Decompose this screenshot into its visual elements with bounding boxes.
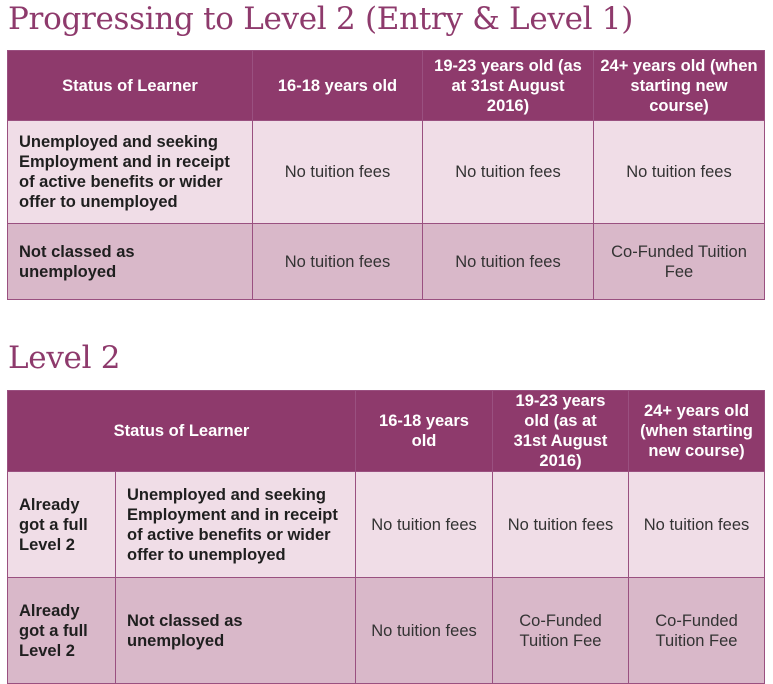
- progressing-fees-table: [7, 50, 765, 300]
- level-2-fees-table: [7, 390, 765, 684]
- header-age-24-plus: 24+ years old (when starting new course): [594, 51, 765, 121]
- section-title-progressing: Progressing to Level 2 (Entry & Level 1): [8, 1, 634, 37]
- table-header-row: [8, 391, 765, 472]
- learner-status: Not classed as unemployed: [8, 224, 253, 300]
- fee-24-plus: No tuition fees: [594, 121, 765, 224]
- fee-19-23: No tuition fees: [493, 472, 629, 578]
- fee-24-plus: Co-Funded Tuition Fee: [594, 224, 765, 300]
- prior-qualification: Already got a full Level 2: [8, 578, 116, 684]
- learner-status: Not classed as unemployed: [116, 578, 356, 684]
- fee-19-23: Co-Funded Tuition Fee: [493, 578, 629, 684]
- table-row: [8, 121, 765, 224]
- fee-19-23: No tuition fees: [423, 121, 594, 224]
- fee-24-plus: No tuition fees: [629, 472, 765, 578]
- fee-16-18: No tuition fees: [253, 121, 423, 224]
- table-header-row: [8, 51, 765, 121]
- fee-16-18: No tuition fees: [253, 224, 423, 300]
- header-age-19-23: 19-23 years old (as at 31st August 2016): [493, 391, 629, 472]
- learner-status: Unemployed and seeking Employment and in receipt of active benefits or wider offer to unemployed: [8, 121, 253, 224]
- section-title-level-2: Level 2: [8, 340, 121, 376]
- fee-19-23: No tuition fees: [423, 224, 594, 300]
- learner-status: Unemployed and seeking Employment and in receipt of active benefits or wider offer to unemployed: [116, 472, 356, 578]
- fee-16-18: No tuition fees: [356, 578, 493, 684]
- fee-16-18: No tuition fees: [356, 472, 493, 578]
- table-row: [8, 578, 765, 684]
- fee-24-plus: Co-Funded Tuition Fee: [629, 578, 765, 684]
- header-age-19-23: 19-23 years old (as at 31st August 2016): [423, 51, 594, 121]
- header-age-16-18: 16-18 years old: [356, 391, 493, 472]
- header-status: Status of Learner: [8, 391, 356, 472]
- header-age-24-plus: 24+ years old (when starting new course): [629, 391, 765, 472]
- header-status: Status of Learner: [8, 51, 253, 121]
- table-row: [8, 224, 765, 300]
- prior-qualification: Already got a full Level 2: [8, 472, 116, 578]
- table-row: [8, 472, 765, 578]
- header-age-16-18: 16-18 years old: [253, 51, 423, 121]
